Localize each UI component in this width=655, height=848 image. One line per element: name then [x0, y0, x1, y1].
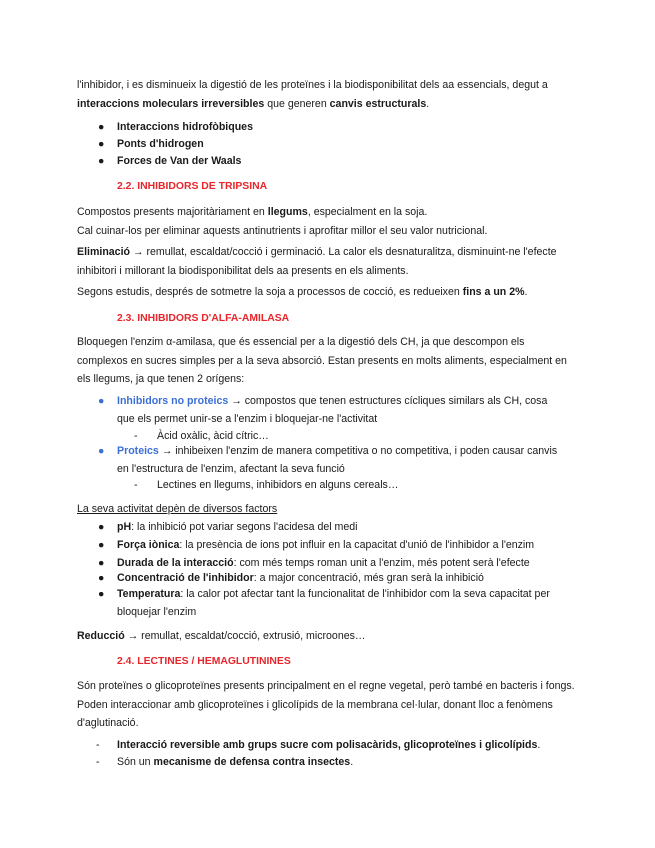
sub-text: Lectines en llegums, inhibidors en alguns cereals…	[157, 479, 399, 491]
bullet-item	[98, 119, 562, 137]
text-run: Compostos presents majoritàriament en	[77, 206, 268, 218]
bullet-icon: ●	[98, 155, 105, 167]
bullet-text: Forces de Van der Waals	[117, 155, 242, 167]
text-run: .	[537, 739, 541, 751]
bold-text: canvis estructurals	[329, 97, 427, 110]
bullet-icon: ●	[98, 539, 105, 551]
bold-text: Força iònica	[117, 539, 180, 551]
bullet-item-factor	[98, 570, 562, 588]
bullet-item	[98, 136, 562, 154]
bullet-item-factor	[98, 586, 562, 621]
text-run: , especialment en la soja.	[307, 206, 428, 218]
section-heading-2-4: 2.4. LECTINES / HEMAGLUTININES	[117, 656, 291, 667]
bullet-icon: ●	[98, 138, 105, 150]
paragraph-elimination	[77, 243, 577, 280]
bullet-icon: ●	[98, 121, 105, 133]
bold-text: llegums	[267, 206, 308, 218]
bold-text: Concentració de l'inhibidor	[117, 572, 254, 584]
dash-icon: -	[96, 739, 100, 751]
text-run: que generen	[264, 97, 330, 110]
text-run: : la inhibició pot variar segons l'acidesa del medi	[131, 521, 358, 533]
bold-text: Interacció reversible amb grups sucre com polisacàrids, glicoproteïnes i glicolípids	[117, 739, 538, 751]
bold-text: fins a un 2%	[462, 286, 525, 298]
bold-text: Eliminació	[77, 246, 130, 258]
bullet-icon: ●	[98, 445, 105, 457]
bold-text: Temperatura	[117, 588, 181, 600]
text-run: : a major concentració, més gran serà la inhibició	[253, 572, 484, 584]
text-run: → remullat, escaldat/cocció i germinació. La calor els desnaturalitza, disminuint-ne l'efecte inhibitori i millorant la biodisponibilitat dels aa presents en els aliments.	[77, 246, 557, 277]
sub-item	[134, 477, 557, 495]
text-run: .	[426, 97, 430, 110]
text-run: Són un	[117, 756, 154, 768]
text-run: : com més temps roman unit a l'enzim, més potent serà l'efecte	[233, 557, 530, 569]
sub-text: Àcid oxàlic, àcid cítric…	[157, 430, 269, 442]
bullet-text: Interaccions hidrofòbiques	[117, 121, 253, 133]
bold-text: Proteics	[117, 445, 159, 457]
bullet-icon: ●	[98, 572, 105, 584]
bullet-item-origin	[98, 443, 562, 478]
bullet-icon: ●	[98, 557, 105, 569]
section-heading-2-2: 2.2. INHIBIDORS DE TRIPSINA	[117, 181, 268, 192]
dash-icon: -	[134, 430, 138, 442]
text-run: → inhibeixen l'enzim de manera competitiva o no competitiva, i poden causar canvis en l'estructura de l'enzim, afectant la seva funció	[117, 445, 558, 475]
dash-item	[96, 737, 562, 755]
section-heading-2-3: 2.3. INHIBIDORS D'ALFA-AMILASA	[117, 313, 290, 324]
bullet-icon: ●	[98, 395, 105, 407]
bullet-icon: ●	[98, 521, 105, 533]
text-run: Cal cuinar-los per eliminar aquests antinutrients i aprofitar millor el seu valor nutricional.	[77, 224, 488, 237]
bullet-item	[98, 153, 562, 171]
paragraph-amilasa: Bloquegen l'enzim α-amilasa, que és essencial per a la digestió dels CH, ja que descompon els complexos en sucres simples per a la seva absorció. Estan presents en molts aliments, especialment en els llegums, ja que tenen 2 orígens:	[77, 336, 567, 385]
bold-text: mecanisme de defensa contra insectes	[153, 756, 351, 768]
paragraph-tripsina	[77, 203, 577, 240]
text-run: .	[524, 286, 528, 298]
paragraph-reduction	[77, 627, 577, 646]
bold-text: Inhibidors no proteics	[117, 395, 229, 407]
bold-text: interaccions moleculars irreversibles	[77, 97, 265, 110]
text-run: → remullat, escaldat/cocció, extrusió, microones…	[124, 630, 366, 642]
factors-title: La seva activitat depèn de diversos factors	[77, 503, 278, 515]
text-run: : la presència de ions pot influir en la capacitat d'unió de l'inhibidor a l'enzim	[179, 539, 535, 551]
dash-item	[96, 754, 562, 772]
text-run: : la calor pot afectar tant la funcionalitat de l'inhibidor com la seva capacitat per bloquejar l'enzim	[117, 588, 550, 618]
dash-icon: -	[96, 756, 100, 768]
bullet-text: Ponts d'hidrogen	[117, 138, 204, 150]
bold-text: Reducció	[77, 630, 125, 642]
bullet-item-factor	[98, 537, 562, 555]
text-run: → compostos que tenen estructures cícliques similars als CH, cosa que els permet unir-se a l'enzim i bloquejar-ne l'activitat	[117, 395, 548, 425]
text-run: l'inhibidor, i es disminueix la digestió de les proteïnes i la biodisponibilitat dels aa essencials, degut a	[77, 79, 548, 91]
paragraph-lectines: Són proteïnes o glicoproteïnes presents principalment en el regne vegetal, però també en bacteris i fongs. Poden interaccionar amb glicoproteïnes i glicolípids de la membrana cel·lular, donant lloc a fenòmens d'aglutinació.	[77, 680, 575, 729]
paragraph-studies	[77, 283, 577, 302]
bullet-icon: ●	[98, 588, 105, 600]
bullet-item-origin	[98, 393, 562, 428]
bold-text: Durada de la interacció	[117, 557, 234, 569]
bullet-item-factor	[98, 519, 562, 537]
dash-icon: -	[134, 479, 138, 491]
text-run: .	[350, 756, 354, 768]
text-run: Segons estudis, després de sotmetre la soja a processos de cocció, es redueixen	[77, 286, 463, 298]
bold-text: pH	[117, 521, 132, 533]
intro-paragraph	[77, 76, 577, 113]
